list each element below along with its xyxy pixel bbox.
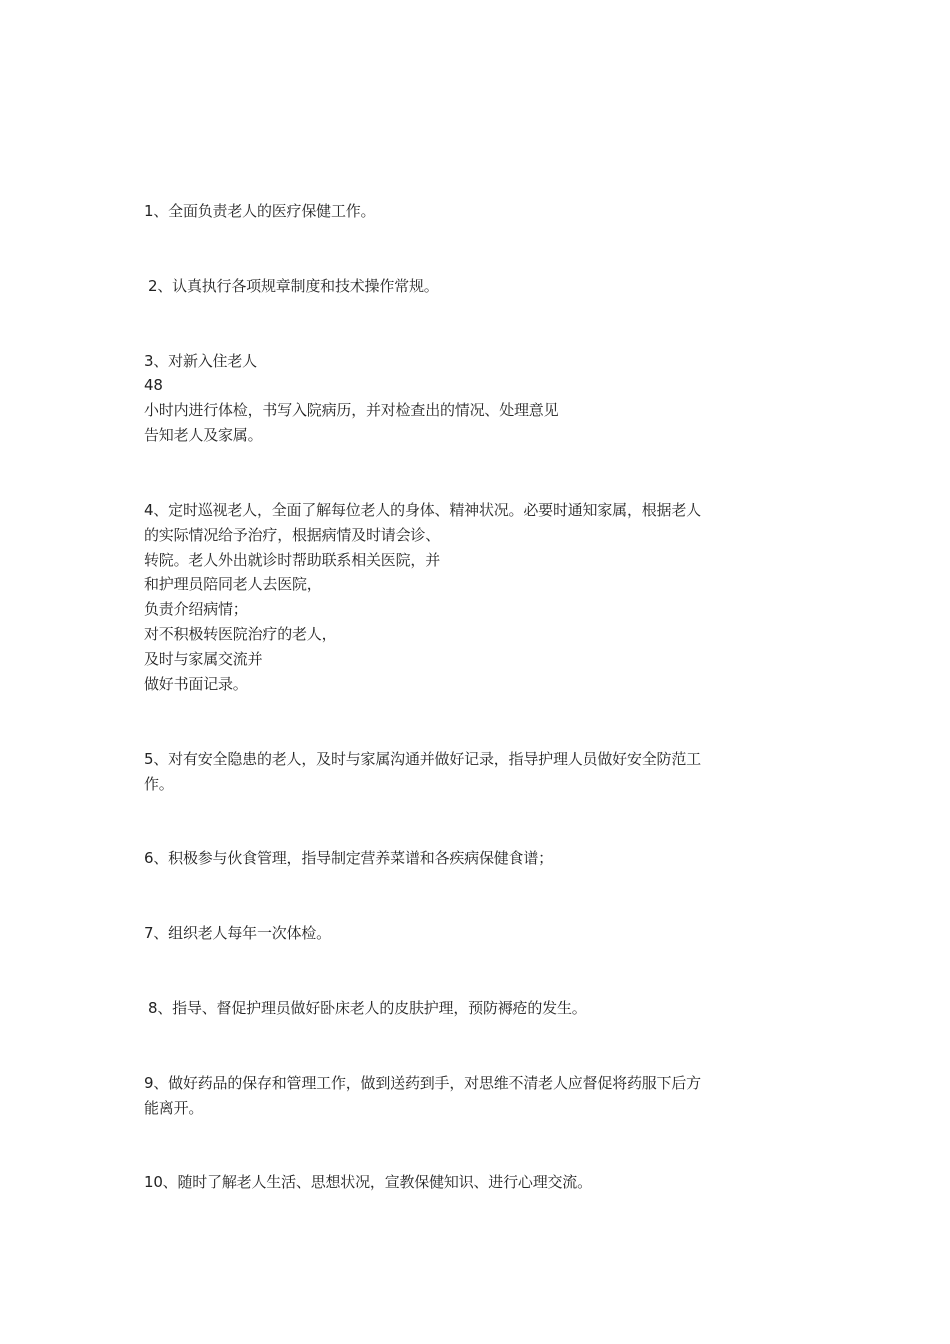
item-5-line-2: 作。 [144, 775, 174, 793]
item-4-line-3: 转院。老人外出就诊时帮助联系相关医院，并 [144, 551, 441, 569]
item-4-line-1: 4、定时巡视老人，全面了解每位老人的身体、精神状况。必要时通知家属，根据老人 [144, 501, 701, 519]
item-6-line-1: 6、积极参与伙食管理，指导制定营养菜谱和各疾病保健食谱； [144, 849, 553, 867]
item-4-line-4: 和护理员陪同老人去医院， [144, 575, 322, 593]
item-3-line-1: 3、对新入住老人 [144, 352, 257, 370]
item-3-line-4: 告知老人及家属。 [144, 426, 263, 444]
item-9-line-1: 9、做好药品的保存和管理工作，做到送药到手，对思维不清老人应督促将药服下后方 [144, 1074, 701, 1092]
item-3-line-2: 48 [144, 376, 163, 394]
item-10-line-1: 10、随时了解老人生活、思想状况，宣教保健知识、进行心理交流。 [144, 1173, 592, 1191]
item-2-line-1: 2、认真执行各项规章制度和技术操作常规。 [148, 277, 439, 295]
item-4-line-2: 的实际情况给予治疗，根据病情及时请会诊、 [144, 526, 441, 544]
item-4-line-5: 负责介绍病情； [144, 600, 248, 618]
item-3-line-3: 小时内进行体检，书写入院病历，并对检查出的情况、处理意见 [144, 401, 559, 419]
item-1-line-1: 1、全面负责老人的医疗保健工作。 [144, 202, 376, 220]
item-4-line-6: 对不积极转医院治疗的老人， [144, 625, 337, 643]
item-8-line-1: 8、指导、督促护理员做好卧床老人的皮肤护理，预防褥疮的发生。 [148, 999, 587, 1017]
item-4-line-7: 及时与家属交流并 [144, 650, 263, 668]
item-9-line-2: 能离开。 [144, 1099, 204, 1117]
item-7-line-1: 7、组织老人每年一次体检。 [144, 924, 331, 942]
item-5-line-1: 5、对有安全隐患的老人，及时与家属沟通并做好记录，指导护理人员做好安全防范工 [144, 750, 701, 768]
item-4-line-8: 做好书面记录。 [144, 675, 248, 693]
